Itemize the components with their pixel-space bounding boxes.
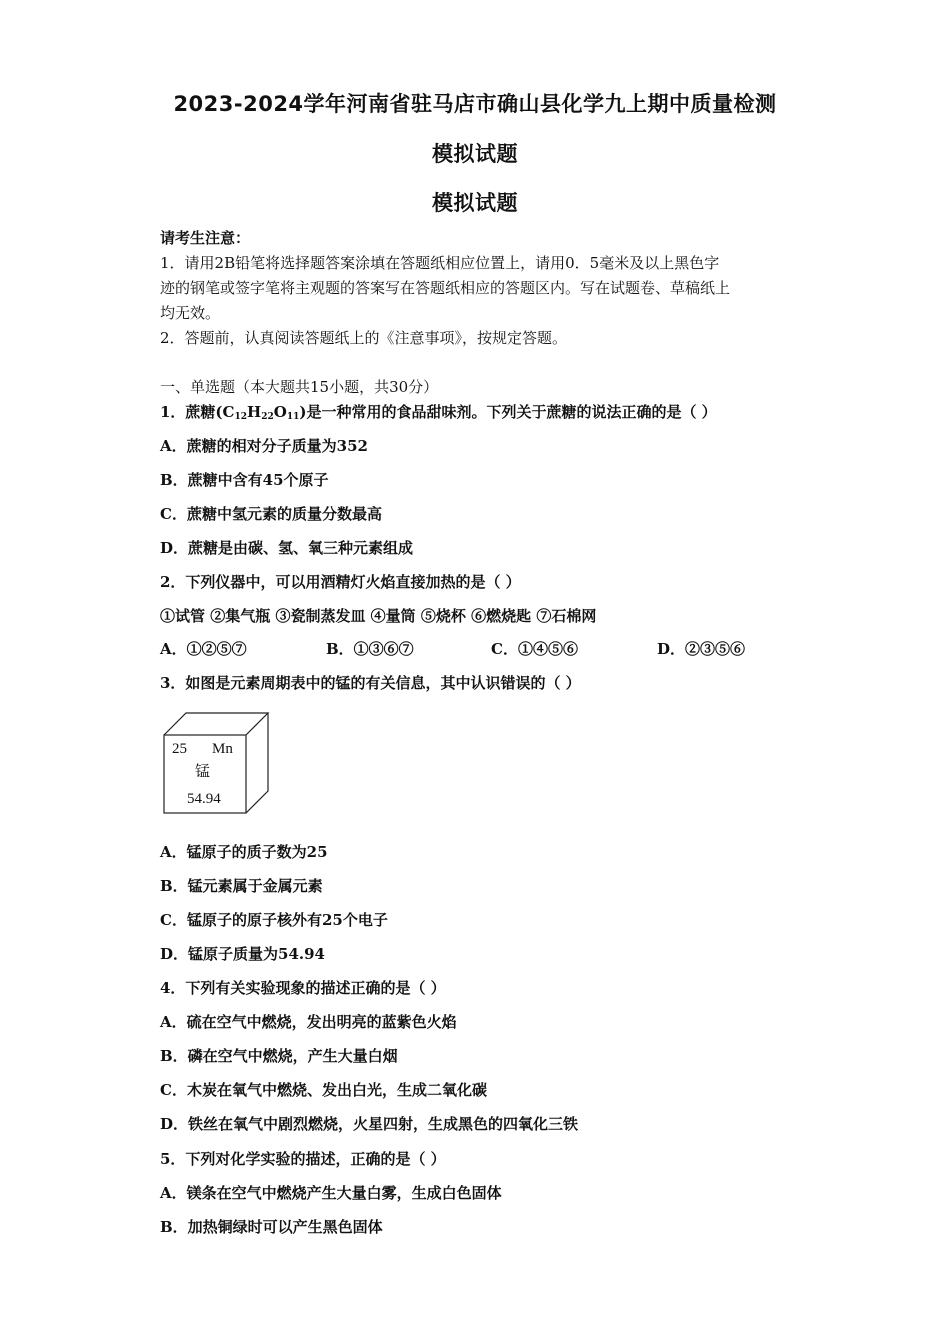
- question-3-option-c: C．锰原子的原子核外有25个电子: [160, 911, 388, 929]
- element-symbol: Mn: [212, 741, 233, 757]
- question-4-option-c: C．木炭在氧气中燃烧、发出白光，生成二氧化碳: [160, 1081, 487, 1099]
- question-1-option-b: B．蔗糖中含有45个原子: [160, 471, 329, 489]
- notice-heading: 请考生注意：: [160, 229, 251, 247]
- question-1-option-c: C．蔗糖中氢元素的质量分数最高: [160, 505, 382, 523]
- element-box-side: [246, 713, 268, 813]
- notice-item2: 2．答题前，认真阅读答题纸上的《注意事项》，按规定答题。: [160, 329, 568, 347]
- question-5-option-b: B．加热铜绿时可以产生黑色固体: [160, 1218, 383, 1236]
- question-4-stem: 4．下列有关实验现象的描述正确的是（ ）: [160, 979, 446, 997]
- notice-item1-line3: 均无效。: [160, 304, 221, 322]
- question-2-option-b: B．①③⑥⑦: [326, 640, 414, 658]
- question-1-stem: 1．蔗糖$(C_{12}H_{22}O_{11})$是一种常用的食品甜味剂。下列关于蔗糖的说法正确的是（ ）: [160, 403, 717, 422]
- document-title-line1: 2023-2024学年河南省驻马店市确山县化学九上期中质量检测: [173, 92, 777, 116]
- question-1-option-a: A．蔗糖的相对分子质量为352: [160, 437, 368, 455]
- question-5-stem: 5．下列对化学实验的描述，正确的是（ ）: [160, 1150, 446, 1168]
- question-3-option-d: D．锰原子质量为54.94: [160, 945, 325, 963]
- question-4-option-a: A．硫在空气中燃烧，发出明亮的蓝紫色火焰: [160, 1013, 457, 1031]
- document-title-line3: 模拟试题: [432, 191, 518, 215]
- element-box-top: [164, 713, 268, 735]
- notice-item1-line2: 迹的钢笔或签字笔将主观题的答案写在答题纸相应的答题区内。写在试题卷、草稿纸上: [160, 279, 731, 297]
- question-4-option-d: D．铁丝在氧气中剧烈燃烧，火星四射，生成黑色的四氧化三铁: [160, 1115, 579, 1133]
- question-3-option-a: A．锰原子的质子数为25: [160, 843, 328, 861]
- question-2-option-c: C．①④⑤⑥: [491, 640, 578, 658]
- question-2-option-a: A．①②⑤⑦: [160, 640, 247, 658]
- document-title-line2: 模拟试题: [432, 142, 518, 166]
- notice-item1-line1: 1．请用2B铅笔将选择题答案涂填在答题纸相应位置上，请用0．5毫米及以上黑色字: [160, 254, 720, 272]
- element-atomic-mass: 54.94: [187, 791, 221, 807]
- question-5-option-a: A．镁条在空气中燃烧产生大量白雾，生成白色固体: [160, 1184, 502, 1202]
- manganese-element-figure: [163, 712, 271, 816]
- section-heading: 一、单选题（本大题共15小题，共30分）: [160, 378, 439, 396]
- question-3-option-b: B．锰元素属于金属元素: [160, 877, 323, 895]
- question-1-option-d: D．蔗糖是由碳、氢、氧三种元素组成: [160, 539, 414, 557]
- question-2-stem: 2．下列仪器中，可以用酒精灯火焰直接加热的是（ ）: [160, 573, 521, 591]
- question-4-option-b: B．磷在空气中燃烧，产生大量白烟: [160, 1047, 398, 1065]
- question-2-items: ①试管 ②集气瓶 ③瓷制蒸发皿 ④量筒 ⑤烧杯 ⑥燃烧匙 ⑦石棉网: [160, 607, 597, 625]
- element-name: 锰: [195, 762, 211, 780]
- question-3-stem: 3．如图是元素周期表中的锰的有关信息，其中认识错误的（ ）: [160, 674, 581, 692]
- element-atomic-number: 25: [172, 741, 187, 757]
- question-2-option-d: D．②③⑤⑥: [657, 640, 746, 658]
